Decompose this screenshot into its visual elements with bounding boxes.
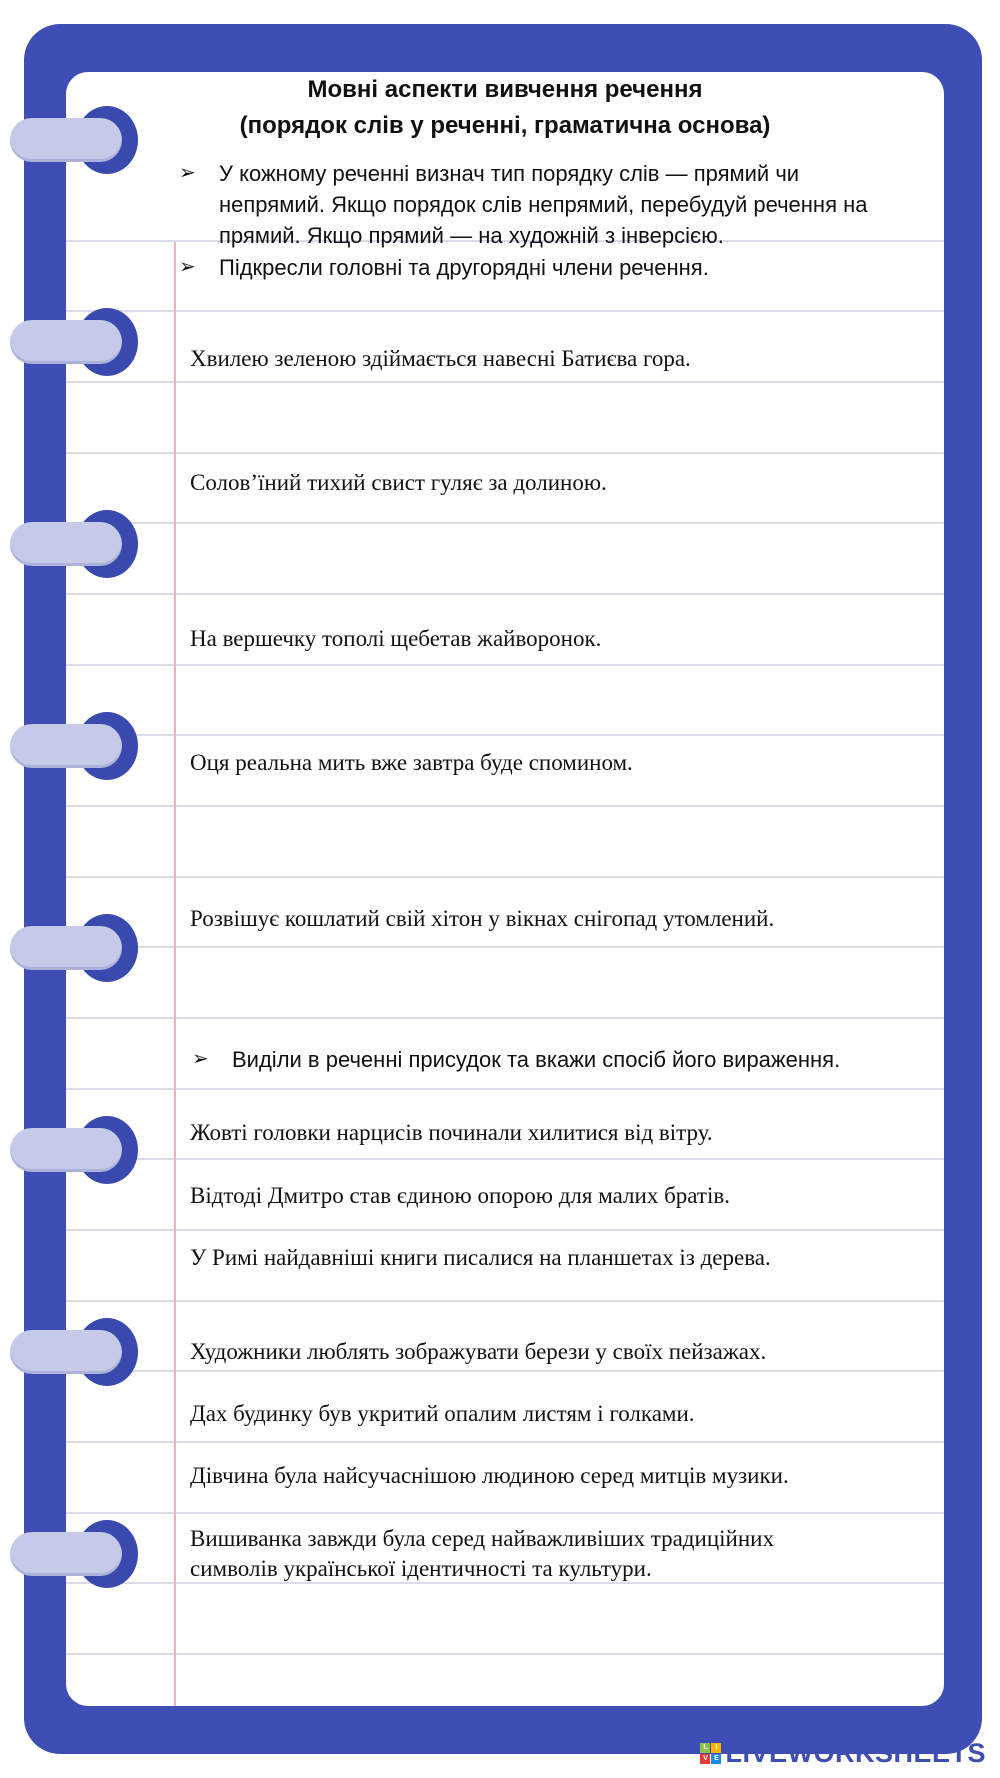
sentence: На вершечку тополі щебетав жайворонок. — [190, 626, 602, 651]
sentence: Дівчина була найсучаснішою людиною серед митців музики. — [190, 1463, 789, 1488]
binder-ring — [10, 1124, 128, 1176]
ruled-line — [66, 1441, 944, 1443]
ruled-line — [66, 381, 944, 383]
sentence: Оця реальна мить вже завтра буде спомином. — [190, 750, 633, 775]
sentence: Розвішує кошлатий свій хітон у вікнах снігопад утомлений. — [190, 906, 775, 931]
bullet-arrow-icon: ➢ — [179, 162, 196, 184]
binder-ring — [10, 720, 128, 772]
logo-mark-icon: L I V E — [700, 1743, 721, 1764]
binder-ring — [10, 1326, 128, 1378]
binder-ring — [10, 316, 128, 368]
sentence-line: символів української ідентичності та культури. — [190, 1556, 652, 1581]
instruction-line: Виділи в реченні присудок та вкажи спосіб його вираження. — [232, 1047, 841, 1072]
ruled-line — [66, 452, 944, 454]
ruled-line — [66, 1300, 944, 1302]
ruled-line — [66, 1017, 944, 1019]
page-title: Мовні аспекти вивчення речення — [307, 76, 703, 103]
logo-text: LIVEWORKSHEETS — [725, 1737, 986, 1768]
sentence: Відтоді Дмитро став єдиною опорою для малих братів. — [190, 1183, 730, 1208]
liveworksheets-logo[interactable] — [700, 1736, 986, 1770]
binder-ring — [10, 518, 128, 570]
instruction-2 — [179, 252, 939, 283]
bullet-arrow-icon: ➢ — [179, 256, 196, 278]
sentence-multiline — [190, 1524, 930, 1584]
page-subtitle: (порядок слів у реченні, граматична основа) — [239, 112, 771, 139]
sentence: У Римі найдавніші книги писалися на планшетах із дерева. — [190, 1245, 771, 1270]
margin-line — [174, 242, 176, 1706]
bullet-arrow-icon: ➢ — [192, 1048, 209, 1070]
ruled-line — [66, 1370, 944, 1372]
ruled-line — [66, 734, 944, 736]
sentence: Хвилею зеленою здіймається навесні Батиєва гора. — [190, 346, 691, 371]
ruled-line — [66, 1158, 944, 1160]
ruled-line — [66, 946, 944, 948]
ruled-line — [66, 593, 944, 595]
ruled-line — [66, 876, 944, 878]
instruction-3 — [192, 1044, 932, 1075]
ruled-line — [66, 664, 944, 666]
instruction-line: У кожному реченні визнач тип порядку слів — прямий чи — [219, 161, 800, 186]
ruled-line — [66, 522, 944, 524]
ruled-line — [66, 1229, 944, 1231]
binder-ring — [10, 922, 128, 974]
sentence: Солов’їний тихий свист гуляє за долиною. — [190, 470, 607, 495]
instruction-1 — [179, 158, 939, 251]
instruction-line: прямий. Якщо прямий — на художній з інверсією. — [219, 223, 724, 248]
instruction-line: непрямий. Якщо порядок слів непрямий, перебудуй речення на — [219, 192, 868, 217]
sentence: Художники люблять зображувати берези у своїх пейзажах. — [190, 1339, 767, 1364]
sentence: Жовті головки нарцисів починали хилитися від вітру. — [190, 1120, 713, 1145]
ruled-line — [66, 310, 944, 312]
ruled-line — [66, 1653, 944, 1655]
sentence-line: Вишиванка завжди була серед найважливіших традиційних — [190, 1526, 774, 1551]
instruction-line: Підкресли головні та другорядні члени речення. — [219, 255, 709, 280]
ruled-line — [66, 805, 944, 807]
sentence: Дах будинку був укритий опалим листям і голками. — [190, 1401, 695, 1426]
ruled-line — [66, 1512, 944, 1514]
binder-ring — [10, 1528, 128, 1580]
ruled-line — [66, 1088, 944, 1090]
